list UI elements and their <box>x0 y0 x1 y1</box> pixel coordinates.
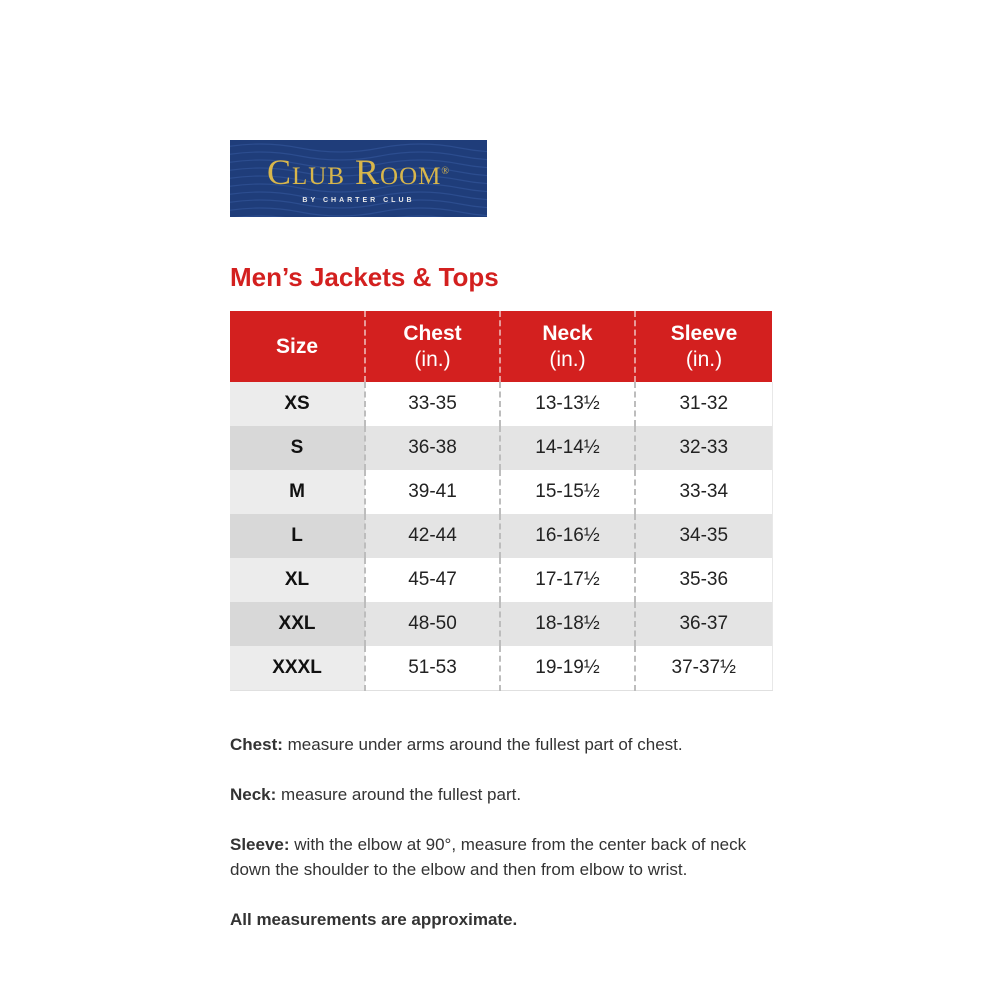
header-chest-unit: (in.) <box>414 347 451 371</box>
neck-note <box>230 782 790 807</box>
table-row <box>230 602 772 646</box>
chest-cell: 45-47 <box>365 558 500 602</box>
measurement-notes <box>230 732 790 957</box>
table-row <box>230 514 772 558</box>
size-cell: M <box>230 470 365 514</box>
neck-note-text: measure around the fullest part. <box>276 785 522 804</box>
chest-note-text: measure under arms around the fullest part of chest. <box>282 735 683 754</box>
neck-cell: 18-18½ <box>500 602 635 646</box>
logo-main-text: Club Room <box>267 152 442 192</box>
sleeve-cell: 36-37 <box>635 602 772 646</box>
sleeve-cell: 34-35 <box>635 514 772 558</box>
chest-cell: 33-35 <box>365 382 500 426</box>
sleeve-cell: 31-32 <box>635 382 772 426</box>
chest-cell: 51-53 <box>365 646 500 691</box>
table-row <box>230 470 772 514</box>
sleeve-cell: 35-36 <box>635 558 772 602</box>
disclaimer-note: All measurements are approximate. <box>230 910 518 929</box>
header-neck <box>500 311 635 382</box>
header-chest <box>365 311 500 382</box>
sleeve-note-text: with the elbow at 90°, measure from the center back of neck down the shoulder to the elbow and then from elbow to wrist. <box>230 835 747 879</box>
logo-registered-mark: ® <box>441 166 450 177</box>
page-title: Men’s Jackets & Tops <box>230 262 499 292</box>
neck-cell: 14-14½ <box>500 426 635 470</box>
chest-cell: 36-38 <box>365 426 500 470</box>
size-cell: S <box>230 426 365 470</box>
header-sleeve-label: Sleeve <box>670 321 738 345</box>
header-sleeve-unit: (in.) <box>685 347 723 371</box>
size-chart-table <box>230 311 773 691</box>
header-neck-label: Neck <box>542 321 593 345</box>
size-cell: L <box>230 514 365 558</box>
logo-wordmark <box>230 152 487 192</box>
neck-cell: 13-13½ <box>500 382 635 426</box>
neck-note-label: Neck: <box>230 785 277 804</box>
size-cell: XL <box>230 558 365 602</box>
neck-cell: 16-16½ <box>500 514 635 558</box>
sleeve-cell: 32-33 <box>635 426 772 470</box>
table-row <box>230 426 772 470</box>
neck-cell: 19-19½ <box>500 646 635 691</box>
chest-cell: 39-41 <box>365 470 500 514</box>
size-cell: XXXL <box>230 646 365 691</box>
table-header-row <box>230 311 772 382</box>
header-size <box>230 311 365 382</box>
sleeve-note-label: Sleeve: <box>230 835 290 854</box>
club-room-logo <box>230 140 487 217</box>
size-cell: XXL <box>230 602 365 646</box>
header-sleeve <box>635 311 772 382</box>
neck-cell: 15-15½ <box>500 470 635 514</box>
chest-cell: 42-44 <box>365 514 500 558</box>
neck-cell: 17-17½ <box>500 558 635 602</box>
header-size-label: Size <box>275 334 319 358</box>
header-chest-label: Chest <box>403 321 462 345</box>
size-cell: XS <box>230 382 365 426</box>
sleeve-note <box>230 832 790 882</box>
header-neck-unit: (in.) <box>549 347 586 371</box>
table-row <box>230 558 772 602</box>
sleeve-cell: 33-34 <box>635 470 772 514</box>
logo-subtitle: BY CHARTER CLUB <box>302 197 415 204</box>
table-row <box>230 646 772 691</box>
table-row <box>230 382 772 426</box>
chest-note-label: Chest: <box>230 735 283 754</box>
sleeve-cell: 37-37½ <box>635 646 772 691</box>
chest-note <box>230 732 790 757</box>
chest-cell: 48-50 <box>365 602 500 646</box>
